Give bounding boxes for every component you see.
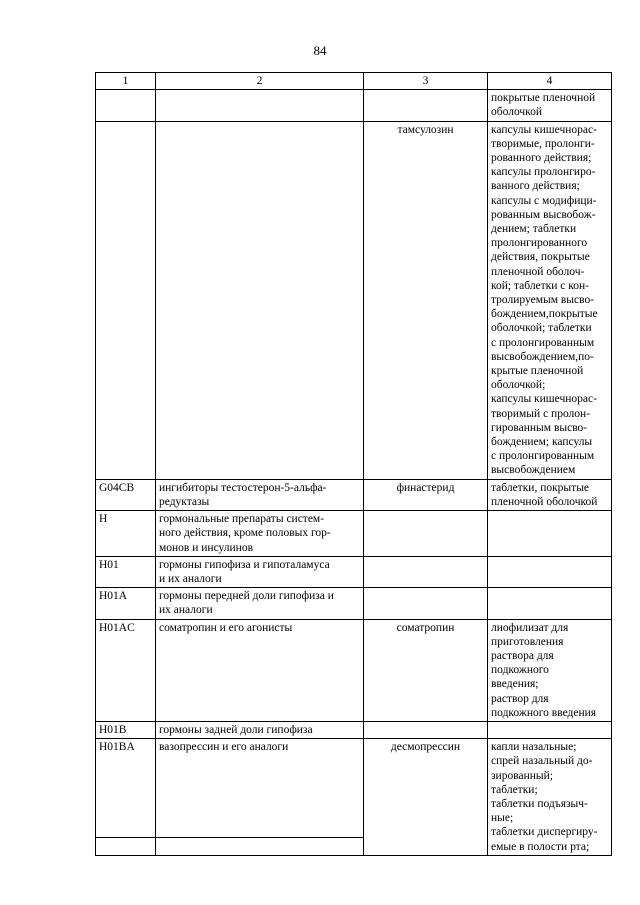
dosage-form-line: введения; [491,678,539,691]
dosage-form-line: таблетки, покрытые [491,481,590,494]
dosage-form-line: капсулы с модифици- [491,194,597,207]
table-row [96,479,612,510]
dosage-form-line: бождением,покрытые [491,308,598,321]
atc-code-cell: H01AC [96,619,156,721]
atc-code-cell: G04CB [96,479,156,510]
column-header: 1 [96,73,156,90]
group-name-cell [156,479,364,510]
dosage-form-line: раствора для [491,649,554,662]
drug-name-cell [364,511,488,557]
dosage-form-line: ванного действия; [491,180,580,193]
table-row [96,721,612,738]
dosage-form-line: дением; таблетки [491,223,577,236]
group-name-line: гормональные препараты систем- [159,513,325,526]
drug-table [95,72,612,856]
dosage-form-line: рованным высвобож- [491,208,596,221]
table-row [96,511,612,557]
dosage-form-line: раствор для [491,692,549,705]
dosage-forms-cell [488,588,612,619]
dosage-form-line: рованного действия; [491,152,592,165]
dosage-form-line: покрытые пленочной [491,92,596,105]
group-name-line: гормоны гипофиза и гипоталамуса [159,558,330,571]
group-name-line: редуктазы [159,495,210,508]
dosage-forms-cell [488,619,612,721]
group-name-line: гормоны передней доли гипофиза и [159,590,334,603]
dosage-forms-cell [488,121,612,479]
group-name-line: и их аналоги [159,572,222,585]
table-row [96,556,612,587]
dosage-form-line: кой; таблетки с кон- [491,279,590,292]
drug-name-cell [364,588,488,619]
drug-name-cell [364,90,488,121]
table-row [96,588,612,619]
dosage-form-line: капли назальные; [491,741,577,754]
dosage-form-line: капсулы кишечнорас- [491,393,597,406]
table-row [96,121,612,479]
dosage-form-line: высвобождением [491,464,576,477]
dosage-form-line: таблетки диспергиру- [491,826,598,839]
group-name-line: соматропин и его агонисты [159,621,293,634]
drug-name-cell: соматропин [364,619,488,721]
group-name-line: вазопрессин и его аналоги [159,741,289,754]
group-name-cell [156,90,364,121]
group-name-line: монов и инсулинов [159,541,253,554]
dosage-form-line: таблетки подъязыч- [491,797,588,810]
group-name-cell [156,121,364,479]
group-name-cell [156,588,364,619]
dosage-form-line: пленочной оболоч- [491,265,585,278]
dosage-form-line: крытые пленочной [491,365,584,378]
dosage-form-line: спрей назальный до- [491,755,593,768]
group-name-cell [156,739,364,838]
atc-code-cell [96,121,156,479]
dosage-form-line: пленочной оболочкой [491,495,598,508]
group-name-cell [156,511,364,557]
dosage-forms-cell [488,721,612,738]
column-header: 3 [364,73,488,90]
page-number: 84 [313,43,327,58]
group-name-cell [156,556,364,587]
dosage-form-line: гированным высво- [491,421,588,434]
drug-name-cell: тамсулозин [364,121,488,479]
group-name-cell [156,619,364,721]
table-row [96,619,612,721]
atc-code-cell: H01A [96,588,156,619]
dosage-form-line: емые в полости рта; [491,840,590,853]
drug-name-cell [364,556,488,587]
atc-code-cell: H [96,511,156,557]
group-name-cell [156,838,364,855]
atc-code-cell: H01BA [96,739,156,838]
group-name-line: гормоны задней доли гипофиза [159,723,313,736]
dosage-form-line: пролонгированного [491,237,588,250]
group-name-line: их аналоги [159,604,213,617]
dosage-form-line: капсулы кишечнорас- [491,123,597,136]
dosage-form-line: оболочкой [491,106,543,119]
dosage-form-line: лиофилизат для [491,621,569,634]
dosage-form-line: действия, покрытые [491,251,590,264]
column-header: 4 [488,73,612,90]
column-header: 2 [156,73,364,90]
dosage-form-line: приготовления [491,635,564,648]
dosage-form-line: капсулы пролонгиро- [491,166,596,179]
dosage-forms-cell [488,90,612,121]
dosage-form-line: творимые, пролонги- [491,137,595,150]
dosage-form-line: подкожного введения [491,706,597,719]
dosage-form-line: с пролонгированным [491,336,595,349]
group-name-line: ного действия, кроме половых гор- [159,527,331,540]
drug-name-cell [364,721,488,738]
dosage-form-line: зированный; [491,769,553,782]
table-header-row [96,73,612,90]
dosage-form-line: тролируемым высво- [491,294,595,307]
group-name-cell [156,721,364,738]
dosage-forms-cell [488,556,612,587]
dosage-forms-cell [488,511,612,557]
drug-name-cell: десмопрессин [364,739,488,856]
dosage-form-line: с пролонгированным [491,450,595,463]
group-name-line: ингибиторы тестостерон-5-альфа- [159,481,327,494]
atc-code-cell [96,838,156,855]
table-row [96,739,612,838]
table-row [96,90,612,121]
dosage-form-line: ные; [491,812,514,825]
dosage-forms-cell [488,479,612,510]
dosage-form-line: оболочкой; таблетки [491,322,592,335]
dosage-form-line: творимый с пролон- [491,407,591,420]
dosage-form-line: таблетки; [491,783,538,796]
dosage-form-line: высвобождением,по- [491,350,594,363]
dosage-form-line: бождением; капсулы [491,436,593,449]
atc-code-cell [96,90,156,121]
atc-code-cell: H01B [96,721,156,738]
drug-name-cell: финастерид [364,479,488,510]
dosage-form-line: оболочкой; [491,379,546,392]
atc-code-cell: H01 [96,556,156,587]
dosage-forms-cell [488,739,612,856]
dosage-form-line: подкожного [491,664,549,677]
